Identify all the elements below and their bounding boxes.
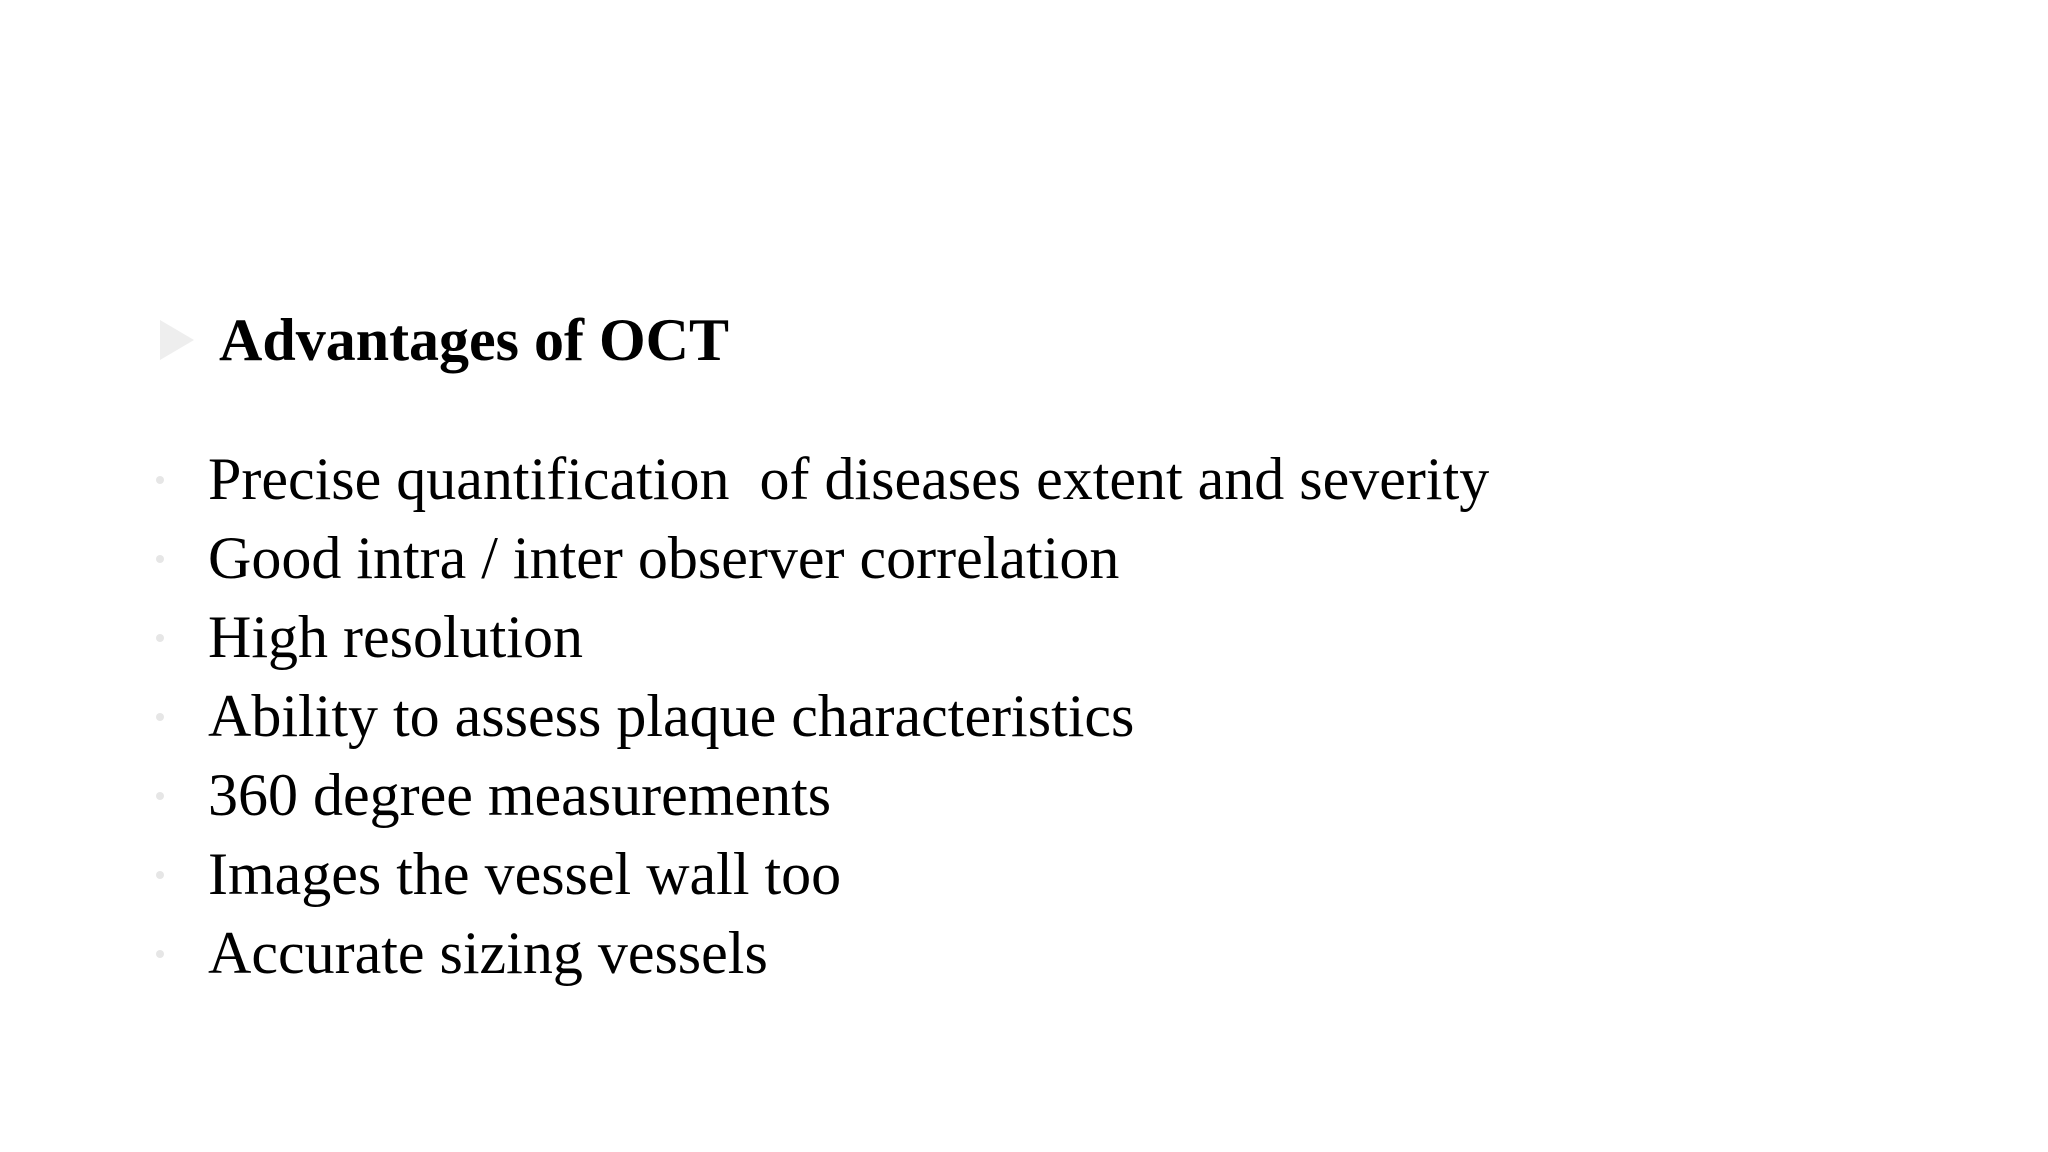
dot-bullet-icon [156, 634, 164, 642]
slide-heading: Advantages of OCT [219, 307, 730, 373]
triangle-bullet-icon [160, 320, 194, 360]
dot-bullet-icon [156, 713, 164, 721]
dot-bullet-icon [156, 476, 164, 484]
list-item [156, 756, 1489, 835]
dot-bullet-icon [156, 792, 164, 800]
list-item [156, 440, 1489, 519]
list-item [156, 598, 1489, 677]
dot-bullet-icon [156, 950, 164, 958]
list-item-text: Precise quantification of diseases extent and severity [208, 446, 1490, 512]
list-item [156, 519, 1489, 598]
list-item-text: High resolution [208, 604, 583, 670]
dot-bullet-icon [156, 871, 164, 879]
list-item-text: 360 degree measurements [208, 762, 832, 828]
dot-bullet-icon [156, 555, 164, 563]
list-item [156, 677, 1489, 756]
list-item [156, 914, 1489, 993]
list-item-text: Good intra / inter observer correlation [208, 525, 1120, 591]
list-item-text: Ability to assess plaque characteristics [208, 683, 1135, 749]
list-item-text: Accurate sizing vessels [208, 920, 768, 986]
bullet-list [156, 440, 1489, 993]
list-item [156, 835, 1489, 914]
heading-row [160, 300, 729, 380]
list-item-text: Images the vessel wall too [208, 841, 842, 907]
